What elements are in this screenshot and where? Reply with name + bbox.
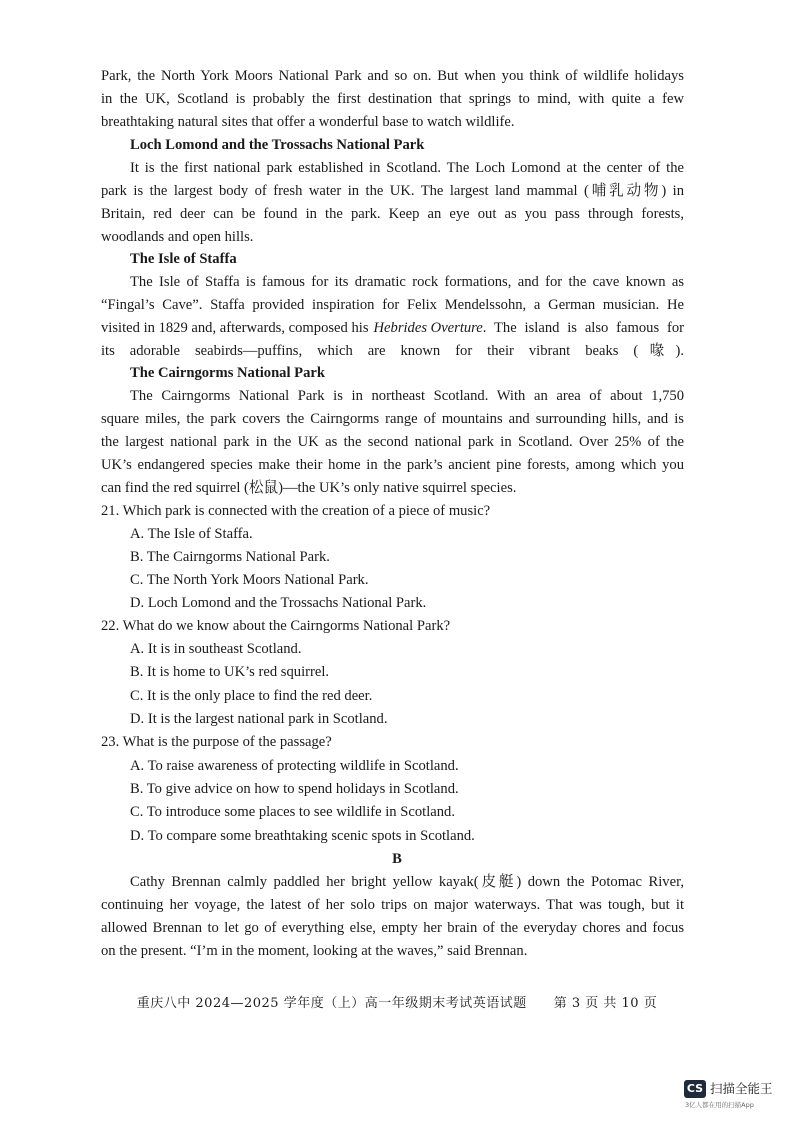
passage-line: The Cairngorms National Park is in northeast Scotland. With an area of about 1,750 <box>130 388 684 404</box>
question-stem: 23. What is the purpose of the passage? <box>101 734 332 750</box>
question-stem: 21. Which park is connected with the creation of a piece of music? <box>101 503 491 519</box>
passage-line: in the UK, Scotland is probably the first destination that springs to mind, with quite a few <box>101 91 684 107</box>
question-stem: 22. What do we know about the Cairngorms National Park? <box>101 618 451 634</box>
section-label: B <box>392 851 402 867</box>
answer-option[interactable]: B. It is home to UK’s red squirrel. <box>130 664 330 680</box>
page-footer: 重庆八中 2024—2025 学年度（上）高一年级期末考试英语试题 第 3 页 共 10 页 <box>136 996 658 1011</box>
music-title: Hebrides Overture <box>373 320 483 336</box>
passage-line: continuing her voyage, the latest of her solo trips on major waterways. That was tough, but it <box>101 897 684 913</box>
answer-option[interactable]: A. The Isle of Staffa. <box>130 526 253 542</box>
passage-line: woodlands and open hills. <box>101 229 254 245</box>
camscanner-logo-icon: CS <box>684 1080 706 1098</box>
answer-option[interactable]: D. Loch Lomond and the Trossachs National Park. <box>130 595 427 611</box>
passage-line: UK’s endangered species make their home in the park’s ancient pine forests, among which you <box>101 457 684 473</box>
passage-line: “Fingal’s Cave”. Staffa provided inspiration for Felix Mendelssohn, a German musician. He <box>101 297 684 313</box>
passage-line: It is the first national park established in Scotland. The Loch Lomond at the center of the <box>130 160 684 176</box>
passage-line: The Isle of Staffa is famous for its dramatic rock formations, and for the cave known as <box>130 274 684 290</box>
watermark-subtitle: 3亿人都在用的扫描App <box>685 1101 754 1109</box>
passage-line: Park, the North York Moors National Park and so on. But when you think of wildlife holidays <box>101 68 684 84</box>
passage-line: Cathy Brennan calmly paddled her bright yellow kayak(皮艇) down the Potomac River, <box>130 874 684 890</box>
answer-option[interactable]: D. To compare some breathtaking scenic spots in Scotland. <box>130 828 475 844</box>
answer-option[interactable]: A. It is in southeast Scotland. <box>130 641 302 657</box>
answer-option[interactable]: D. It is the largest national park in Scotland. <box>130 711 388 727</box>
answer-option[interactable]: B. The Cairngorms National Park. <box>130 549 330 565</box>
passage-line: Britain, red deer can be found in the park. Keep an eye out as you pass through forests, <box>101 206 684 222</box>
passage-line: breathtaking natural sites that offer a wonderful base to watch wildlife. <box>101 114 515 130</box>
scanner-watermark <box>684 1078 784 1114</box>
watermark-name: 扫描全能王 <box>710 1081 773 1096</box>
section-heading: The Isle of Staffa <box>130 251 237 267</box>
passage-text: visited in 1829 and, afterwards, composed his <box>101 320 369 336</box>
passage-text: . The island is also famous for <box>482 320 684 336</box>
section-heading: Loch Lomond and the Trossachs National Park <box>130 137 425 153</box>
answer-option[interactable]: B. To give advice on how to spend holidays in Scotland. <box>130 781 459 797</box>
answer-option[interactable]: C. It is the only place to find the red deer. <box>130 688 373 704</box>
answer-option[interactable]: C. To introduce some places to see wildlife in Scotland. <box>130 804 455 820</box>
passage-line: square miles, the park covers the Cairngorms range of mountains and surrounding hills, and is <box>101 411 684 427</box>
passage-line: allowed Brennan to let go of everything else, empty her brain of the everyday chores and focus <box>101 920 684 936</box>
answer-option[interactable]: A. To raise awareness of protecting wildlife in Scotland. <box>130 758 459 774</box>
answer-option[interactable]: C. The North York Moors National Park. <box>130 572 369 588</box>
passage-line: can find the red squirrel (松鼠)—the UK’s only native squirrel species. <box>101 480 517 496</box>
passage-line: its adorable seabirds—puffins, which are known for their vibrant beaks (喙). <box>101 343 684 359</box>
passage-line: on the present. “I’m in the moment, looking at the waves,” said Brennan. <box>101 943 528 959</box>
passage-line: the largest national park in the UK as the second national park in Scotland. Over 25% of the <box>101 434 684 450</box>
section-heading: The Cairngorms National Park <box>130 365 325 381</box>
passage-line-with-title <box>101 318 684 338</box>
passage-line: park is the largest body of fresh water in the UK. The largest land mammal (哺乳动物) in <box>101 183 684 199</box>
